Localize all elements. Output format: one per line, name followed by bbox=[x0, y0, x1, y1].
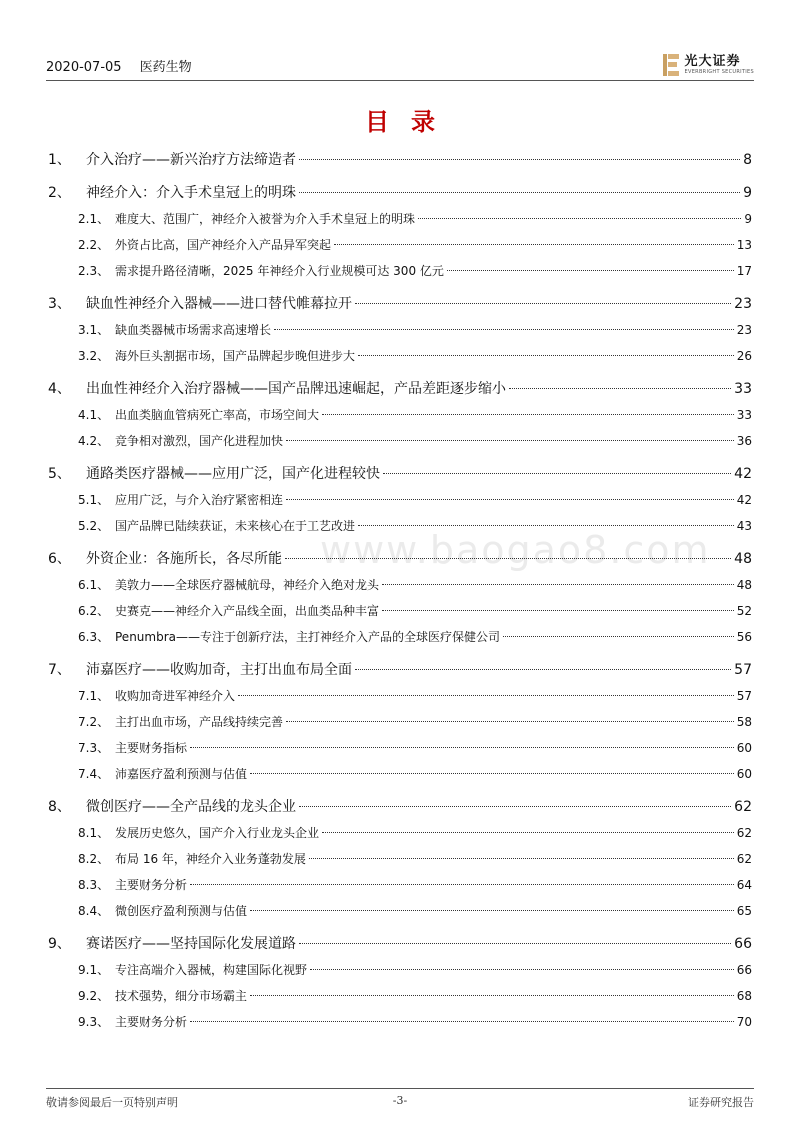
toc-entry-title: 发展历史悠久，国产介入行业龙头企业 bbox=[115, 826, 320, 840]
toc-entry-number: 4.2、 bbox=[78, 434, 110, 448]
toc-leader-dots bbox=[250, 773, 734, 774]
toc-entry-number: 8.2、 bbox=[78, 852, 110, 866]
toc-subsection-entry[interactable] bbox=[48, 317, 752, 343]
toc-leader-dots bbox=[322, 414, 734, 415]
toc-entry-number: 4、 bbox=[48, 381, 71, 397]
footer-report-type: 证券研究报告 bbox=[688, 1096, 754, 1109]
toc-entry-title: 应用广泛，与介入治疗紧密相连 bbox=[115, 493, 284, 507]
toc-subsection-entry[interactable] bbox=[48, 872, 752, 898]
toc-entry-page: 9 bbox=[743, 185, 752, 201]
toc-entry-page: 56 bbox=[736, 630, 752, 644]
toc-leader-dots bbox=[250, 995, 734, 996]
toc-entry-number: 3.1、 bbox=[78, 323, 110, 337]
toc-entry-page: 23 bbox=[736, 323, 752, 337]
toc-entry-title: 神经介入：介入手术皇冠上的明珠 bbox=[86, 185, 296, 201]
toc-leader-dots bbox=[383, 473, 731, 474]
toc-entry-number: 5.1、 bbox=[78, 493, 110, 507]
report-sector: 医药生物 bbox=[139, 60, 192, 75]
toc-leader-dots bbox=[509, 388, 731, 389]
page-footer bbox=[46, 1094, 754, 1112]
toc-leader-dots bbox=[334, 244, 734, 245]
toc-entry-number: 2.3、 bbox=[78, 264, 110, 278]
toc-subsection-entry[interactable] bbox=[48, 820, 752, 846]
toc-leader-dots bbox=[447, 270, 734, 271]
toc-entry-number: 7、 bbox=[48, 662, 71, 678]
toc-entry-page: 65 bbox=[736, 904, 752, 918]
toc-section-entry[interactable] bbox=[48, 658, 752, 683]
toc-entry-page: 62 bbox=[736, 852, 752, 866]
logo-english-name: EVERBRIGHT SECURITIES bbox=[684, 69, 754, 75]
toc-entry-number: 9.1、 bbox=[78, 963, 110, 977]
toc-subsection-entry[interactable] bbox=[48, 598, 752, 624]
toc-entry-page: 52 bbox=[736, 604, 752, 618]
toc-subsection-entry[interactable] bbox=[48, 572, 752, 598]
toc-entry-title: 技术强势，细分市场霸主 bbox=[115, 989, 248, 1003]
toc-entry-number: 2、 bbox=[48, 185, 71, 201]
toc-entry-page: 43 bbox=[736, 519, 752, 533]
toc-section-entry[interactable] bbox=[48, 547, 752, 572]
toc-leader-dots bbox=[250, 910, 734, 911]
toc-entry-number: 7.3、 bbox=[78, 741, 110, 755]
toc-subsection-entry[interactable] bbox=[48, 206, 752, 232]
toc-entry-page: 33 bbox=[734, 381, 752, 397]
toc-entry-page: 62 bbox=[734, 799, 752, 815]
toc-subsection-entry[interactable] bbox=[48, 683, 752, 709]
toc-entry-page: 17 bbox=[736, 264, 752, 278]
toc-leader-dots bbox=[418, 218, 741, 219]
footer-disclaimer: 敬请参阅最后一页特别声明 bbox=[46, 1096, 178, 1109]
toc-leader-dots bbox=[355, 669, 731, 670]
toc-leader-dots bbox=[382, 584, 734, 585]
toc-entry-title: 国产品牌已陆续获证，未来核心在于工艺改进 bbox=[115, 519, 356, 533]
toc-entry-number: 8、 bbox=[48, 799, 71, 815]
toc-leader-dots bbox=[274, 329, 734, 330]
toc-entry-page: 26 bbox=[736, 349, 752, 363]
toc-entry-page: 42 bbox=[734, 466, 752, 482]
toc-entry-page: 57 bbox=[736, 689, 752, 703]
page-header bbox=[46, 56, 754, 78]
toc-subsection-entry[interactable] bbox=[48, 232, 752, 258]
toc-entry-number: 8.4、 bbox=[78, 904, 110, 918]
page-number: -3- bbox=[392, 1094, 408, 1107]
toc-entry-page: 68 bbox=[736, 989, 752, 1003]
toc-leader-dots bbox=[299, 943, 731, 944]
toc-entry-title: 外资占比高，国产神经介入产品异军突起 bbox=[115, 238, 332, 252]
toc-leader-dots bbox=[285, 558, 731, 559]
toc-entry-number: 6.1、 bbox=[78, 578, 110, 592]
toc-subsection-entry[interactable] bbox=[48, 428, 752, 454]
toc-entry-number: 8.1、 bbox=[78, 826, 110, 840]
toc-entry-title: 主要财务分析 bbox=[115, 878, 188, 892]
toc-entry-title: 主要财务分析 bbox=[115, 1015, 188, 1029]
toc-entry-page: 70 bbox=[736, 1015, 752, 1029]
toc-entry-page: 66 bbox=[736, 963, 752, 977]
toc-entry-title: 需求提升路径清晰，2025 年神经介入行业规模可达 300 亿元 bbox=[115, 264, 444, 278]
toc-entry-number: 7.4、 bbox=[78, 767, 110, 781]
toc-leader-dots bbox=[355, 303, 731, 304]
toc-entry-page: 57 bbox=[734, 662, 752, 678]
toc-subsection-entry[interactable] bbox=[48, 1009, 752, 1035]
toc-entry-number: 3、 bbox=[48, 296, 71, 312]
company-logo bbox=[663, 54, 754, 76]
toc-section-entry[interactable] bbox=[48, 377, 752, 402]
toc-entry-title: 布局 16 年，神经介入业务蓬勃发展 bbox=[115, 852, 306, 866]
toc-entry-page: 42 bbox=[736, 493, 752, 507]
toc-entry-number: 6.3、 bbox=[78, 630, 110, 644]
toc-entry-page: 9 bbox=[744, 212, 752, 226]
toc-leader-dots bbox=[309, 858, 734, 859]
toc-entry-number: 5、 bbox=[48, 466, 71, 482]
toc-entry-page: 60 bbox=[736, 767, 752, 781]
toc-entry-title: 美敦力——全球医疗器械航母，神经介入绝对龙头 bbox=[115, 578, 380, 592]
toc-entry-title: 史赛克——神经介入产品线全面，出血类品种丰富 bbox=[115, 604, 380, 618]
toc-entry-title: 缺血性神经介入器械——进口替代帷幕拉开 bbox=[86, 296, 352, 312]
toc-leader-dots bbox=[286, 721, 734, 722]
toc-entry-number: 9.2、 bbox=[78, 989, 110, 1003]
toc-subsection-entry[interactable] bbox=[48, 709, 752, 735]
toc-entry-page: 60 bbox=[736, 741, 752, 755]
toc-entry-title: 沛嘉医疗——收购加奇，主打出血布局全面 bbox=[86, 662, 352, 678]
toc-entry-title: 专注高端介入器械，构建国际化视野 bbox=[115, 963, 308, 977]
toc-entry-title: 微创医疗——全产品线的龙头企业 bbox=[86, 799, 296, 815]
toc-entry-page: 13 bbox=[736, 238, 752, 252]
toc-entry-page: 62 bbox=[736, 826, 752, 840]
toc-subsection-entry[interactable] bbox=[48, 487, 752, 513]
toc-entry-title: 外资企业：各施所长，各尽所能 bbox=[86, 551, 282, 567]
toc-subsection-entry[interactable] bbox=[48, 957, 752, 983]
watermark: www.baogao8.com bbox=[320, 528, 711, 572]
toc-section-entry[interactable] bbox=[48, 148, 752, 173]
toc-entry-page: 36 bbox=[736, 434, 752, 448]
toc-subsection-entry[interactable] bbox=[48, 258, 752, 284]
toc-subsection-entry[interactable] bbox=[48, 735, 752, 761]
toc-subsection-entry[interactable] bbox=[48, 624, 752, 650]
toc-entry-title: 海外巨头割据市场，国产品牌起步晚但进步大 bbox=[115, 349, 356, 363]
toc-leader-dots bbox=[299, 806, 731, 807]
toc-entry-number: 1、 bbox=[48, 152, 71, 168]
footer-divider bbox=[46, 1088, 754, 1089]
toc-leader-dots bbox=[310, 969, 734, 970]
toc-entry-page: 48 bbox=[736, 578, 752, 592]
table-of-contents bbox=[48, 148, 752, 1035]
page-title: 目录 bbox=[365, 108, 457, 136]
toc-leader-dots bbox=[358, 525, 734, 526]
toc-section-entry[interactable] bbox=[48, 932, 752, 957]
toc-entry-number: 9、 bbox=[48, 936, 71, 952]
toc-entry-title: 出血类脑血管病死亡率高，市场空间大 bbox=[115, 408, 320, 422]
toc-entry-title: 主打出血市场，产品线持续完善 bbox=[115, 715, 284, 729]
toc-section-entry[interactable] bbox=[48, 795, 752, 820]
toc-leader-dots bbox=[322, 832, 734, 833]
logo-name: 光大证券 bbox=[684, 54, 741, 69]
toc-entry-page: 23 bbox=[734, 296, 752, 312]
toc-section-entry[interactable] bbox=[48, 181, 752, 206]
toc-entry-title: 缺血类器械市场需求高速增长 bbox=[115, 323, 272, 337]
logo-mark-icon bbox=[663, 54, 679, 76]
toc-entry-title: Penumbra——专注于创新疗法，主打神经介入产品的全球医疗保健公司 bbox=[115, 630, 500, 644]
toc-leader-dots bbox=[358, 355, 734, 356]
toc-leader-dots bbox=[190, 747, 734, 748]
toc-entry-number: 2.2、 bbox=[78, 238, 110, 252]
toc-entry-title: 难度大、范围广，神经介入被誉为介入手术皇冠上的明珠 bbox=[115, 212, 416, 226]
toc-entry-title: 主要财务指标 bbox=[115, 741, 188, 755]
toc-subsection-entry[interactable] bbox=[48, 983, 752, 1009]
toc-entry-page: 66 bbox=[734, 936, 752, 952]
toc-entry-page: 58 bbox=[736, 715, 752, 729]
toc-leader-dots bbox=[190, 884, 734, 885]
toc-entry-title: 通路类医疗器械——应用广泛，国产化进程较快 bbox=[86, 466, 380, 482]
toc-entry-number: 6、 bbox=[48, 551, 71, 567]
toc-entry-page: 48 bbox=[734, 551, 752, 567]
header-info bbox=[46, 56, 192, 75]
toc-subsection-entry[interactable] bbox=[48, 761, 752, 787]
toc-subsection-entry[interactable] bbox=[48, 343, 752, 369]
toc-leader-dots bbox=[382, 610, 734, 611]
toc-entry-title: 出血性神经介入治疗器械——国产品牌迅速崛起，产品差距逐步缩小 bbox=[86, 381, 506, 397]
toc-entry-number: 3.2、 bbox=[78, 349, 110, 363]
toc-entry-number: 6.2、 bbox=[78, 604, 110, 618]
toc-entry-number: 8.3、 bbox=[78, 878, 110, 892]
toc-entry-title: 收购加奇进军神经介入 bbox=[115, 689, 236, 703]
toc-entry-title: 沛嘉医疗盈利预测与估值 bbox=[115, 767, 248, 781]
toc-entry-page: 33 bbox=[736, 408, 752, 422]
toc-leader-dots bbox=[286, 499, 734, 500]
toc-subsection-entry[interactable] bbox=[48, 898, 752, 924]
header-divider bbox=[46, 80, 754, 81]
toc-entry-number: 4.1、 bbox=[78, 408, 110, 422]
toc-leader-dots bbox=[238, 695, 734, 696]
toc-leader-dots bbox=[190, 1021, 734, 1022]
toc-subsection-entry[interactable] bbox=[48, 846, 752, 872]
toc-entry-page: 8 bbox=[743, 152, 752, 168]
toc-leader-dots bbox=[299, 159, 740, 160]
toc-section-entry[interactable] bbox=[48, 462, 752, 487]
toc-entry-title: 微创医疗盈利预测与估值 bbox=[115, 904, 248, 918]
toc-entry-number: 9.3、 bbox=[78, 1015, 110, 1029]
toc-entry-number: 2.1、 bbox=[78, 212, 110, 226]
toc-entry-title: 竞争相对激烈，国产化进程加快 bbox=[115, 434, 284, 448]
toc-entry-page: 64 bbox=[736, 878, 752, 892]
toc-entry-title: 介入治疗——新兴治疗方法缔造者 bbox=[86, 152, 296, 168]
toc-subsection-entry[interactable] bbox=[48, 513, 752, 539]
toc-leader-dots bbox=[286, 440, 734, 441]
toc-section-entry[interactable] bbox=[48, 292, 752, 317]
toc-entry-title: 赛诺医疗——坚持国际化发展道路 bbox=[86, 936, 296, 952]
toc-leader-dots bbox=[299, 192, 740, 193]
toc-entry-number: 7.2、 bbox=[78, 715, 110, 729]
report-date: 2020-07-05 bbox=[46, 60, 122, 75]
toc-entry-number: 7.1、 bbox=[78, 689, 110, 703]
toc-subsection-entry[interactable] bbox=[48, 402, 752, 428]
toc-entry-number: 5.2、 bbox=[78, 519, 110, 533]
toc-leader-dots bbox=[503, 636, 734, 637]
